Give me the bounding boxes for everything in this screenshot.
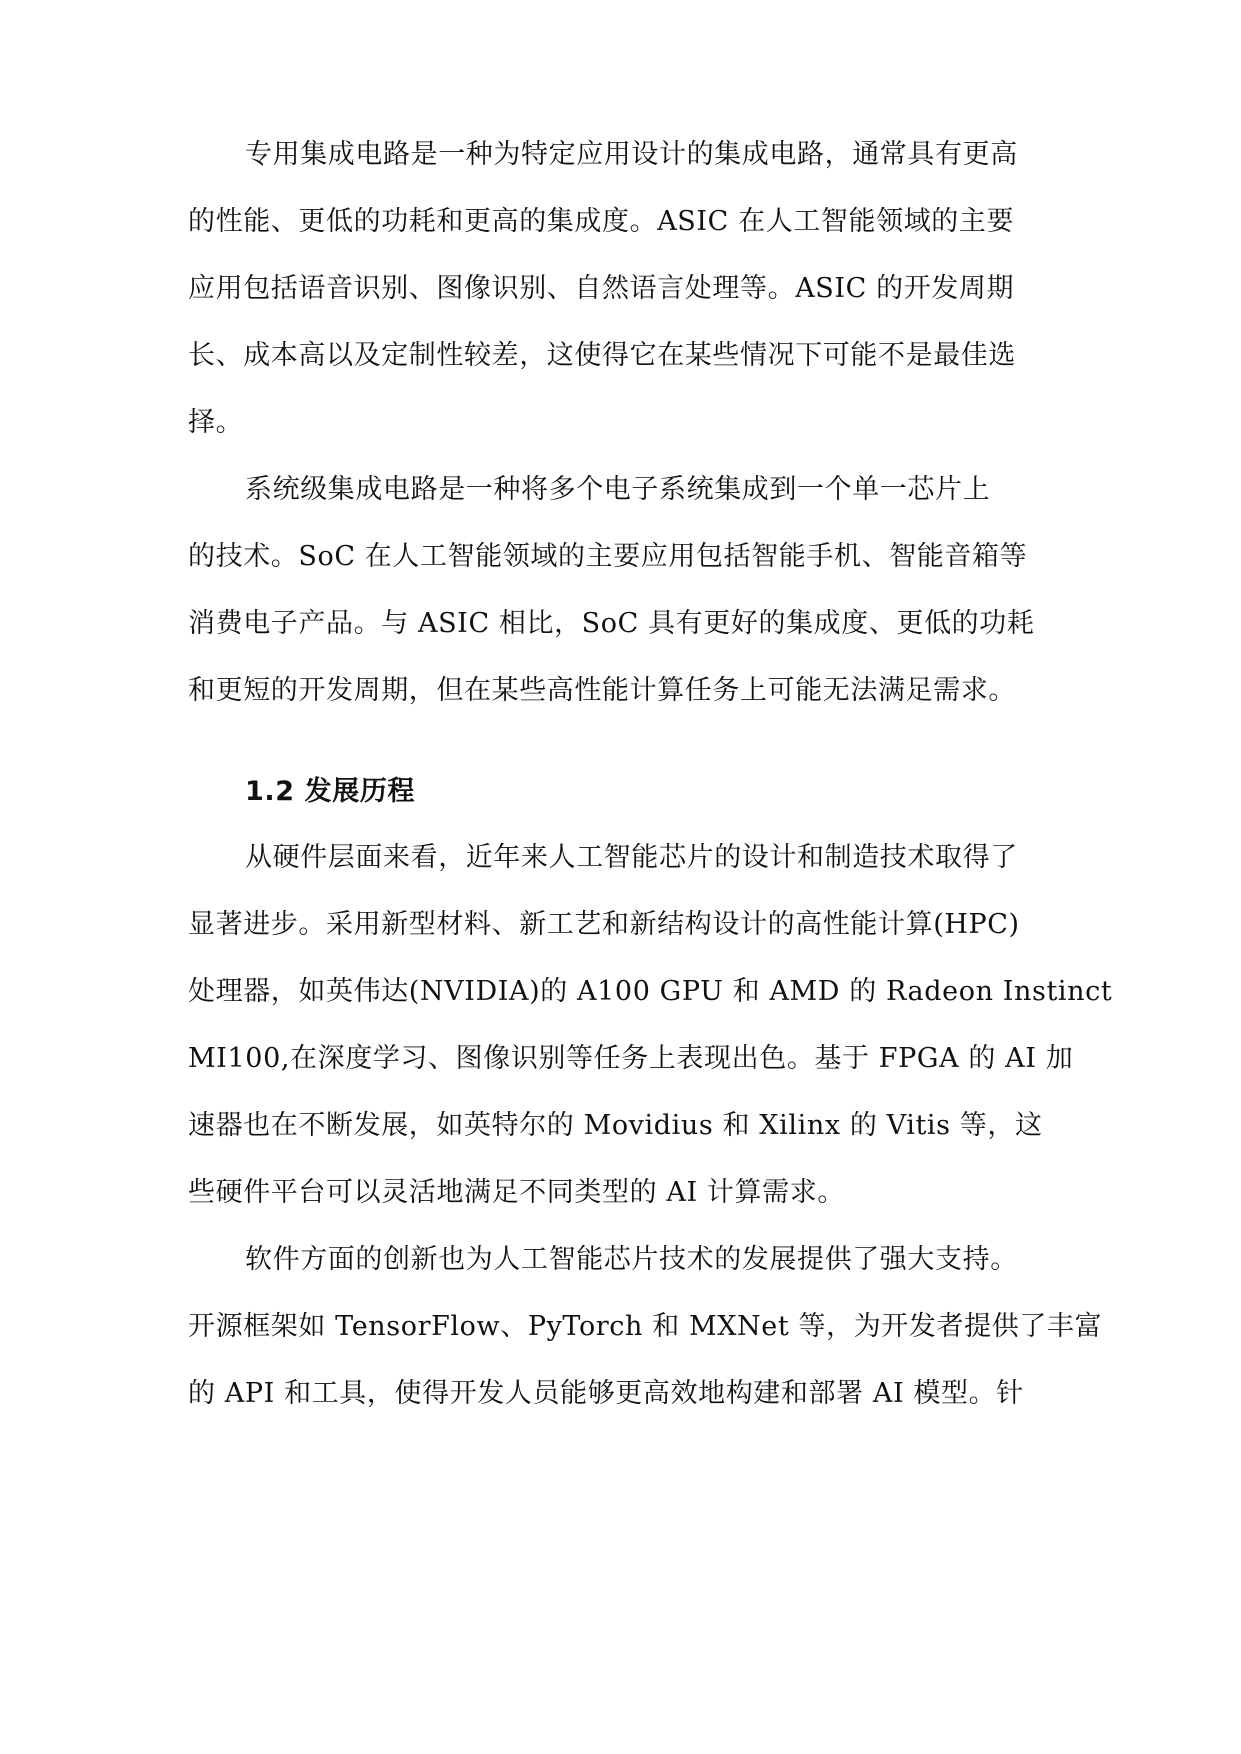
paragraph-1-line-2: 的性能、更低的功耗和更高的集成度。ASIC 在人工智能领域的主要 bbox=[188, 206, 1015, 237]
section-paragraph-1-line-4: MI100,在深度学习、图像识别等任务上表现出色。基于 FPGA 的 AI 加 bbox=[188, 1043, 1074, 1074]
paragraph-2-line-4: 和更短的开发周期，但在某些高性能计算任务上可能无法满足需求。 bbox=[188, 675, 1016, 706]
section-paragraph-2-line-1: 软件方面的创新也为人工智能芯片技术的发展提供了强大支持。 bbox=[245, 1244, 1018, 1275]
section-heading: 1.2 发展历程 bbox=[245, 776, 416, 807]
paragraph-2-line-3: 消费电子产品。与 ASIC 相比，SoC 具有更好的集成度、更低的功耗 bbox=[188, 608, 1035, 639]
paragraph-1-line-3: 应用包括语音识别、图像识别、自然语言处理等。ASIC 的开发周期 bbox=[188, 273, 1015, 304]
paragraph-1-line-5: 择。 bbox=[188, 407, 244, 438]
paragraph-1-line-4: 长、成本高以及定制性较差，这使得它在某些情况下可能不是最佳选 bbox=[188, 340, 1016, 371]
section-paragraph-1-line-2: 显著进步。采用新型材料、新工艺和新结构设计的高性能计算(HPC) bbox=[188, 909, 1020, 940]
section-paragraph-1-line-5: 速器也在不断发展，如英特尔的 Movidius 和 Xilinx 的 Vitis 等，这 bbox=[188, 1110, 1043, 1141]
paragraph-2-line-2: 的技术。SoC 在人工智能领域的主要应用包括智能手机、智能音箱等 bbox=[188, 541, 1028, 572]
section-paragraph-1-line-1: 从硬件层面来看，近年来人工智能芯片的设计和制造技术取得了 bbox=[245, 842, 1018, 873]
section-paragraph-2-line-3: 的 API 和工具，使得开发人员能够更高效地构建和部署 AI 模型。针 bbox=[188, 1378, 1024, 1409]
paragraph-1-line-1: 专用集成电路是一种为特定应用设计的集成电路，通常具有更高 bbox=[245, 139, 1018, 170]
section-paragraph-1-line-6: 些硬件平台可以灵活地满足不同类型的 AI 计算需求。 bbox=[188, 1177, 845, 1208]
section-paragraph-2-line-2: 开源框架如 TensorFlow、PyTorch 和 MXNet 等，为开发者提供了丰富 bbox=[188, 1311, 1103, 1342]
paragraph-2-line-1: 系统级集成电路是一种将多个电子系统集成到一个单一芯片上 bbox=[245, 474, 991, 505]
section-paragraph-1-line-3: 处理器，如英伟达(NVIDIA)的 A100 GPU 和 AMD 的 Radeon Instinct bbox=[188, 976, 1113, 1007]
